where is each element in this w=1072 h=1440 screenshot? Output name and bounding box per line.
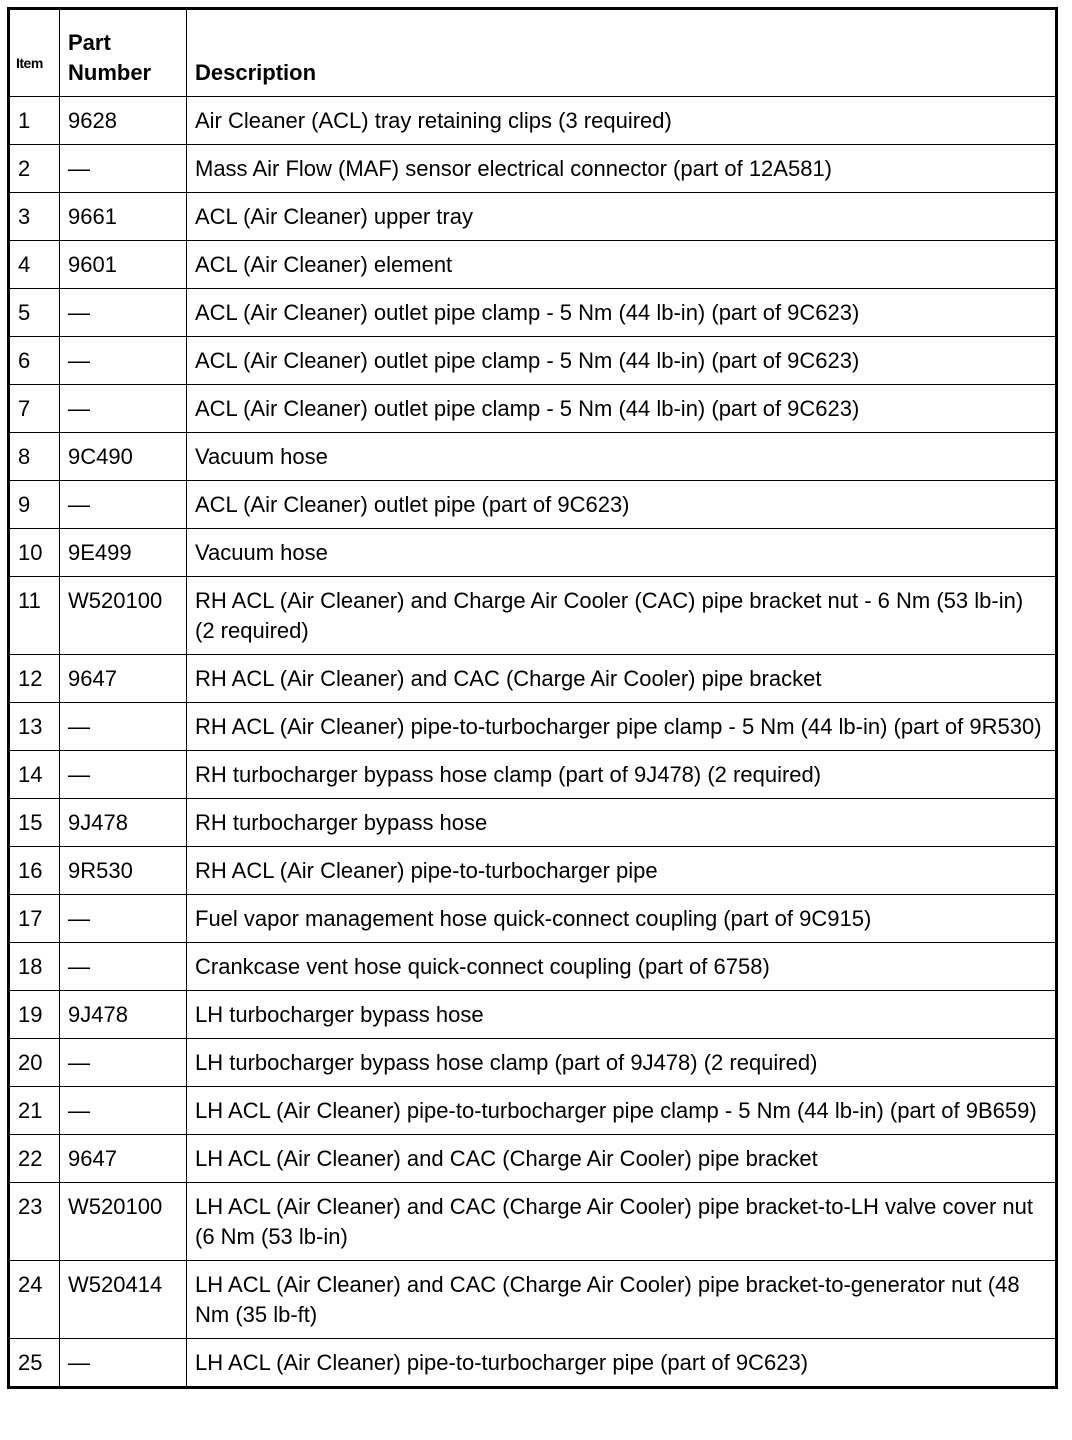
part-number-cell: 9J478 <box>60 991 187 1039</box>
table-row <box>9 385 1057 433</box>
table-row <box>9 655 1057 703</box>
description-cell: Air Cleaner (ACL) tray retaining clips (3 required) <box>187 97 1057 145</box>
description-cell: LH ACL (Air Cleaner) and CAC (Charge Air Cooler) pipe bracket <box>187 1135 1057 1183</box>
part-number-cell: — <box>60 1339 187 1388</box>
description-cell: LH ACL (Air Cleaner) and CAC (Charge Air Cooler) pipe bracket-to-LH valve cover nut (6 Nm (53 lb-in) <box>187 1183 1057 1261</box>
description-cell: ACL (Air Cleaner) outlet pipe clamp - 5 Nm (44 lb-in) (part of 9C623) <box>187 385 1057 433</box>
description-cell: Vacuum hose <box>187 529 1057 577</box>
table-row <box>9 577 1057 655</box>
description-cell: Crankcase vent hose quick-connect coupling (part of 6758) <box>187 943 1057 991</box>
description-cell: LH ACL (Air Cleaner) pipe-to-turbocharger pipe clamp - 5 Nm (44 lb-in) (part of 9B659) <box>187 1087 1057 1135</box>
part-number-cell: 9647 <box>60 1135 187 1183</box>
part-number-cell: 9647 <box>60 655 187 703</box>
table-row <box>9 1183 1057 1261</box>
description-cell: Vacuum hose <box>187 433 1057 481</box>
header-item: Item <box>9 9 60 97</box>
table-row <box>9 799 1057 847</box>
table-row <box>9 241 1057 289</box>
description-cell: LH turbocharger bypass hose clamp (part of 9J478) (2 required) <box>187 1039 1057 1087</box>
description-cell: RH ACL (Air Cleaner) and CAC (Charge Air Cooler) pipe bracket <box>187 655 1057 703</box>
table-row <box>9 1087 1057 1135</box>
item-cell: 5 <box>9 289 60 337</box>
table-header <box>9 9 1057 97</box>
part-number-cell: — <box>60 703 187 751</box>
part-number-cell: — <box>60 145 187 193</box>
item-cell: 4 <box>9 241 60 289</box>
description-cell: RH ACL (Air Cleaner) pipe-to-turbocharger pipe clamp - 5 Nm (44 lb-in) (part of 9R530) <box>187 703 1057 751</box>
part-number-cell: — <box>60 337 187 385</box>
table-row <box>9 991 1057 1039</box>
header-part-number: Part Number <box>60 9 187 97</box>
parts-table <box>7 7 1058 1389</box>
item-cell: 3 <box>9 193 60 241</box>
item-cell: 25 <box>9 1339 60 1388</box>
item-cell: 9 <box>9 481 60 529</box>
item-cell: 10 <box>9 529 60 577</box>
part-number-cell: 9601 <box>60 241 187 289</box>
part-number-cell: 9C490 <box>60 433 187 481</box>
part-number-cell: — <box>60 895 187 943</box>
description-cell: RH turbocharger bypass hose clamp (part of 9J478) (2 required) <box>187 751 1057 799</box>
part-number-cell: 9J478 <box>60 799 187 847</box>
part-number-cell: — <box>60 385 187 433</box>
item-cell: 18 <box>9 943 60 991</box>
table-row <box>9 1339 1057 1388</box>
table-row <box>9 481 1057 529</box>
description-cell: LH ACL (Air Cleaner) and CAC (Charge Air Cooler) pipe bracket-to-generator nut (48 Nm (35 lb-ft) <box>187 1261 1057 1339</box>
description-cell: ACL (Air Cleaner) element <box>187 241 1057 289</box>
part-number-cell: — <box>60 751 187 799</box>
description-cell: Mass Air Flow (MAF) sensor electrical connector (part of 12A581) <box>187 145 1057 193</box>
part-number-cell: W520414 <box>60 1261 187 1339</box>
table-row <box>9 193 1057 241</box>
description-cell: ACL (Air Cleaner) outlet pipe clamp - 5 Nm (44 lb-in) (part of 9C623) <box>187 289 1057 337</box>
item-cell: 21 <box>9 1087 60 1135</box>
table-row <box>9 703 1057 751</box>
item-cell: 17 <box>9 895 60 943</box>
part-number-cell: — <box>60 1039 187 1087</box>
item-cell: 20 <box>9 1039 60 1087</box>
part-number-cell: 9628 <box>60 97 187 145</box>
table-body <box>9 97 1057 1388</box>
table-row <box>9 751 1057 799</box>
item-cell: 7 <box>9 385 60 433</box>
item-cell: 24 <box>9 1261 60 1339</box>
description-cell: ACL (Air Cleaner) outlet pipe (part of 9C623) <box>187 481 1057 529</box>
table-row <box>9 145 1057 193</box>
table-row <box>9 529 1057 577</box>
header-row <box>9 9 1057 97</box>
item-cell: 12 <box>9 655 60 703</box>
table-row <box>9 1135 1057 1183</box>
item-cell: 11 <box>9 577 60 655</box>
table-row <box>9 97 1057 145</box>
part-number-cell: 9661 <box>60 193 187 241</box>
item-cell: 8 <box>9 433 60 481</box>
description-cell: RH ACL (Air Cleaner) pipe-to-turbocharger pipe <box>187 847 1057 895</box>
item-cell: 1 <box>9 97 60 145</box>
part-number-cell: W520100 <box>60 577 187 655</box>
item-cell: 15 <box>9 799 60 847</box>
item-cell: 6 <box>9 337 60 385</box>
description-cell: LH ACL (Air Cleaner) pipe-to-turbocharger pipe (part of 9C623) <box>187 1339 1057 1388</box>
description-cell: RH turbocharger bypass hose <box>187 799 1057 847</box>
description-cell: LH turbocharger bypass hose <box>187 991 1057 1039</box>
part-number-cell: 9E499 <box>60 529 187 577</box>
part-number-cell: — <box>60 289 187 337</box>
part-number-cell: 9R530 <box>60 847 187 895</box>
item-cell: 2 <box>9 145 60 193</box>
item-cell: 23 <box>9 1183 60 1261</box>
table-row <box>9 289 1057 337</box>
table-row <box>9 1261 1057 1339</box>
table-row <box>9 847 1057 895</box>
description-cell: RH ACL (Air Cleaner) and Charge Air Cooler (CAC) pipe bracket nut - 6 Nm (53 lb-in) (2 required) <box>187 577 1057 655</box>
table-row <box>9 943 1057 991</box>
part-number-cell: W520100 <box>60 1183 187 1261</box>
item-cell: 14 <box>9 751 60 799</box>
item-cell: 22 <box>9 1135 60 1183</box>
description-cell: ACL (Air Cleaner) upper tray <box>187 193 1057 241</box>
part-number-cell: — <box>60 1087 187 1135</box>
item-cell: 19 <box>9 991 60 1039</box>
item-cell: 16 <box>9 847 60 895</box>
description-cell: Fuel vapor management hose quick-connect coupling (part of 9C915) <box>187 895 1057 943</box>
part-number-cell: — <box>60 481 187 529</box>
part-number-cell: — <box>60 943 187 991</box>
description-cell: ACL (Air Cleaner) outlet pipe clamp - 5 Nm (44 lb-in) (part of 9C623) <box>187 337 1057 385</box>
table-row <box>9 1039 1057 1087</box>
item-cell: 13 <box>9 703 60 751</box>
table-row <box>9 337 1057 385</box>
table-row <box>9 433 1057 481</box>
table-row <box>9 895 1057 943</box>
header-description: Description <box>187 9 1057 97</box>
